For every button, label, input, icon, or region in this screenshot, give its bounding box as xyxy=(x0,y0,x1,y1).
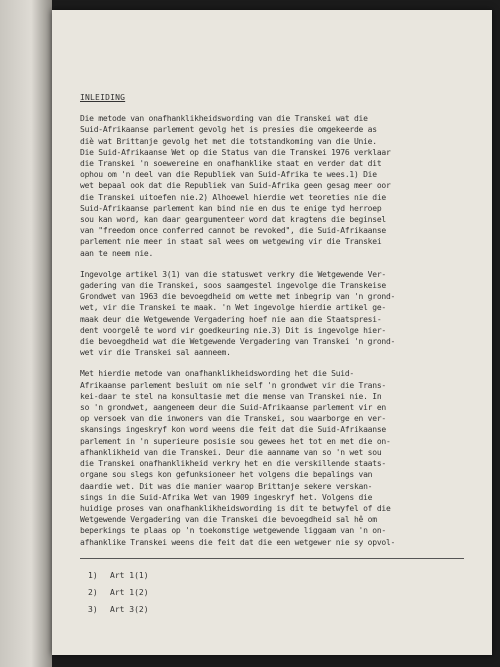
text-line: Afrikaanse parlement besluit om nie self 'n grondwet vir die Trans- xyxy=(80,380,386,390)
text-line: wet bepaal ook dat die Republiek van Suid-Afrika geen gesag meer oor xyxy=(80,181,391,191)
footnote xyxy=(88,601,288,618)
text-line: Die Suid-Afrikaanse Wet op die Status van die Transkei 1976 verklaar xyxy=(80,147,391,157)
footnote-text: Art 3(2) xyxy=(110,605,149,614)
text-line: parlement in 'n superieure posisie sou gewees het tot en met die on- xyxy=(80,436,391,446)
footnote-text: Art 1(2) xyxy=(110,588,149,597)
section-heading: INLEIDING xyxy=(80,93,126,102)
paragraph-container xyxy=(80,113,464,548)
text-line: die Transkei 'n soewereine en onafhanklike staat en verder dat dit xyxy=(80,159,382,169)
text-line: afhanklikheid van die Transkei. Deur die aanname van so 'n wet sou xyxy=(80,447,382,457)
document-body xyxy=(80,92,464,558)
text-line: Die metode van onafhanklikheidswording van die Transkei wat die xyxy=(80,114,368,124)
footnote xyxy=(88,567,288,584)
paragraph xyxy=(80,368,464,547)
text-line: Suid-Afrikaanse parlement gevolg het is presies die omgekeerde as xyxy=(80,125,377,135)
text-line: diè wat Brittanje gevolg het met die totstandkoming van die Unie. xyxy=(80,136,377,146)
text-line: die Transkei uitoefen nie.2) Alhoewel hierdie wet teoreties nie die xyxy=(80,192,386,202)
text-line: wet, vir die Transkei te maak. 'n Wet ingevolge hierdie artikel ge- xyxy=(80,303,386,313)
text-line: afhanklike Transkei weens die feit dat die een wetgewer nie sy opvol- xyxy=(80,537,396,547)
text-line: dent voorgelê te word vir goedkeuring nie.3) Dit is ingevolge hier- xyxy=(80,325,386,335)
text-line: van "freedom once conferred cannot be revoked", die Suid-Afrikaanse xyxy=(80,226,386,236)
text-line: beperkings te plaas op 'n toekomstige wetgewende liggaam van 'n on- xyxy=(80,526,386,536)
footnote-number: 1) xyxy=(88,571,98,580)
text-line: aan te neem nie. xyxy=(80,248,154,258)
text-line: die bevoegdheid wat die Wetgewende Vergadering van Transkei 'n grond- xyxy=(80,337,396,347)
text-line: so 'n grondwet, aangeneem deur die Suid-Afrikaanse parlement vir en xyxy=(80,403,386,413)
footnote-number: 3) xyxy=(88,605,98,614)
footnote-divider xyxy=(80,558,464,559)
paragraph xyxy=(80,269,464,359)
text-line: die Transkei onafhanklikheid verkry het en die verskillende staats- xyxy=(80,459,386,469)
text-line: maak deur die Wetgewende Vergadering hoef nie aan die Staatspresi- xyxy=(80,314,382,324)
text-line: Ingevolge artikel 3(1) van die statuswet verkry die Wetgewende Ver- xyxy=(80,269,386,279)
text-line: parlement nie meer in staat sal wees om wetgewing vir die Transkei xyxy=(80,237,382,247)
text-line: sou kan word, kan daar geargumenteer word dat kragtens die beginsel xyxy=(80,215,386,225)
text-line: Grondwet van 1963 die bevoegdheid om wette met inbegrip van 'n grond- xyxy=(80,292,396,302)
text-line: organe sou slegs kon gefunksioneer het volgens die bepalings van xyxy=(80,470,373,480)
text-line: sings in die Suid-Afrika Wet van 1909 ingeskryf het. Volgens die xyxy=(80,492,373,502)
text-line: daardie wet. Dit was die manier waarop Brittanje sekere verskan- xyxy=(80,481,373,491)
document-page xyxy=(52,10,492,655)
footnote xyxy=(88,584,288,601)
text-line: Met hierdie metode van onafhanklikheidswording het die Suid- xyxy=(80,369,354,379)
page-edge-shadow xyxy=(0,0,52,667)
text-line: wet vir die Transkei sal aanneem. xyxy=(80,348,231,358)
text-line: op versoek van die inwoners van die Transkei, sou waarborge en ver- xyxy=(80,414,386,424)
footnote-text: Art 1(1) xyxy=(110,571,149,580)
footnote-number: 2) xyxy=(88,588,98,597)
text-line: kei-daar te stel na konsultasie met die mense van Transkei nie. In xyxy=(80,391,382,401)
text-line: huidige proses van onafhanklikheidswording is dit te betwyfel of die xyxy=(80,503,391,513)
text-line: ophou om 'n deel van die Republiek van Suid-Afrika te wees.1) Die xyxy=(80,170,377,180)
text-line: skansings ingeskryf kon word weens die feit dat die Suid-Afrikaanse xyxy=(80,425,386,435)
text-line: Wetgewende Vergadering van die Transkei die bevoegdheid sal hê om xyxy=(80,515,377,525)
text-line: gadering van die Transkei, soos saamgestel ingevolge die Transkeise xyxy=(80,281,386,291)
footnotes xyxy=(88,567,288,618)
text-line: Suid-Afrikaanse parlement kan bind nie en dus te enige tyd herroep xyxy=(80,203,382,213)
paragraph xyxy=(80,113,464,259)
